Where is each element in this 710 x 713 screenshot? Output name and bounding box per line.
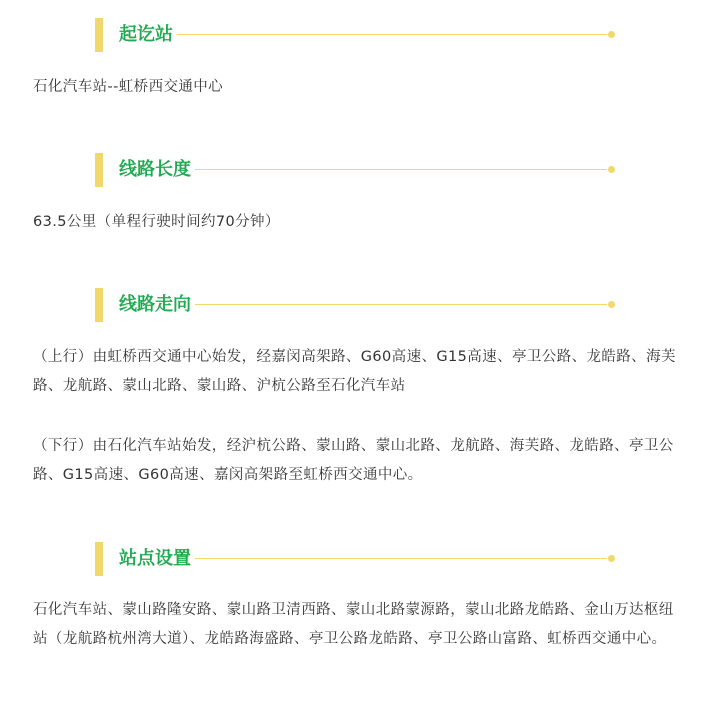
route-downbound-text: （下行）由石化汽车站始发，经沪杭公路、蒙山路、蒙山北路、龙航路、海芙路、龙皓路、亭卫公路、G15高速、G60高速、嘉闵高架路至虹桥西交通中心。 <box>33 438 674 483</box>
route-upbound-text: （上行）由虹桥西交通中心始发，经嘉闵高架路、G60高速、G15高速、亭卫公路、龙皓路、海芙路、龙航路、蒙山北路、蒙山路、沪杭公路至石化汽车站 <box>33 349 676 394</box>
section-heading-stops <box>95 542 615 576</box>
section-heading-terminals <box>95 18 615 52</box>
section-title: 站点设置 <box>119 548 191 569</box>
section-title: 线路走向 <box>119 294 191 315</box>
heading-accent-bar <box>95 153 103 187</box>
heading-dot-icon <box>608 301 615 308</box>
heading-accent-bar <box>95 18 103 52</box>
heading-dot-icon <box>608 555 615 562</box>
heading-accent-bar <box>95 288 103 322</box>
section-heading-route-length <box>95 153 615 187</box>
section-title: 起讫站 <box>119 24 173 45</box>
heading-divider-line <box>195 304 607 305</box>
section-title: 线路长度 <box>119 159 191 180</box>
heading-dot-icon <box>608 166 615 173</box>
section-heading-route-direction <box>95 288 615 322</box>
heading-divider-line <box>195 169 607 170</box>
route-length-text: 63.5公里（单程行驶时间约70分钟） <box>33 214 280 230</box>
stops-text: 石化汽车站、蒙山路隆安路、蒙山路卫清西路、蒙山北路蒙源路，蒙山北路龙皓路、金山万达枢纽站（龙航路杭州湾大道）、龙皓路海盛路、亭卫公路龙皓路、亭卫公路山富路、虹桥西交通中心。 <box>33 602 674 647</box>
heading-divider-line <box>177 34 607 35</box>
heading-divider-line <box>195 558 607 559</box>
terminals-text: 石化汽车站--虹桥西交通中心 <box>33 79 224 95</box>
heading-accent-bar <box>95 542 103 576</box>
heading-dot-icon <box>608 31 615 38</box>
